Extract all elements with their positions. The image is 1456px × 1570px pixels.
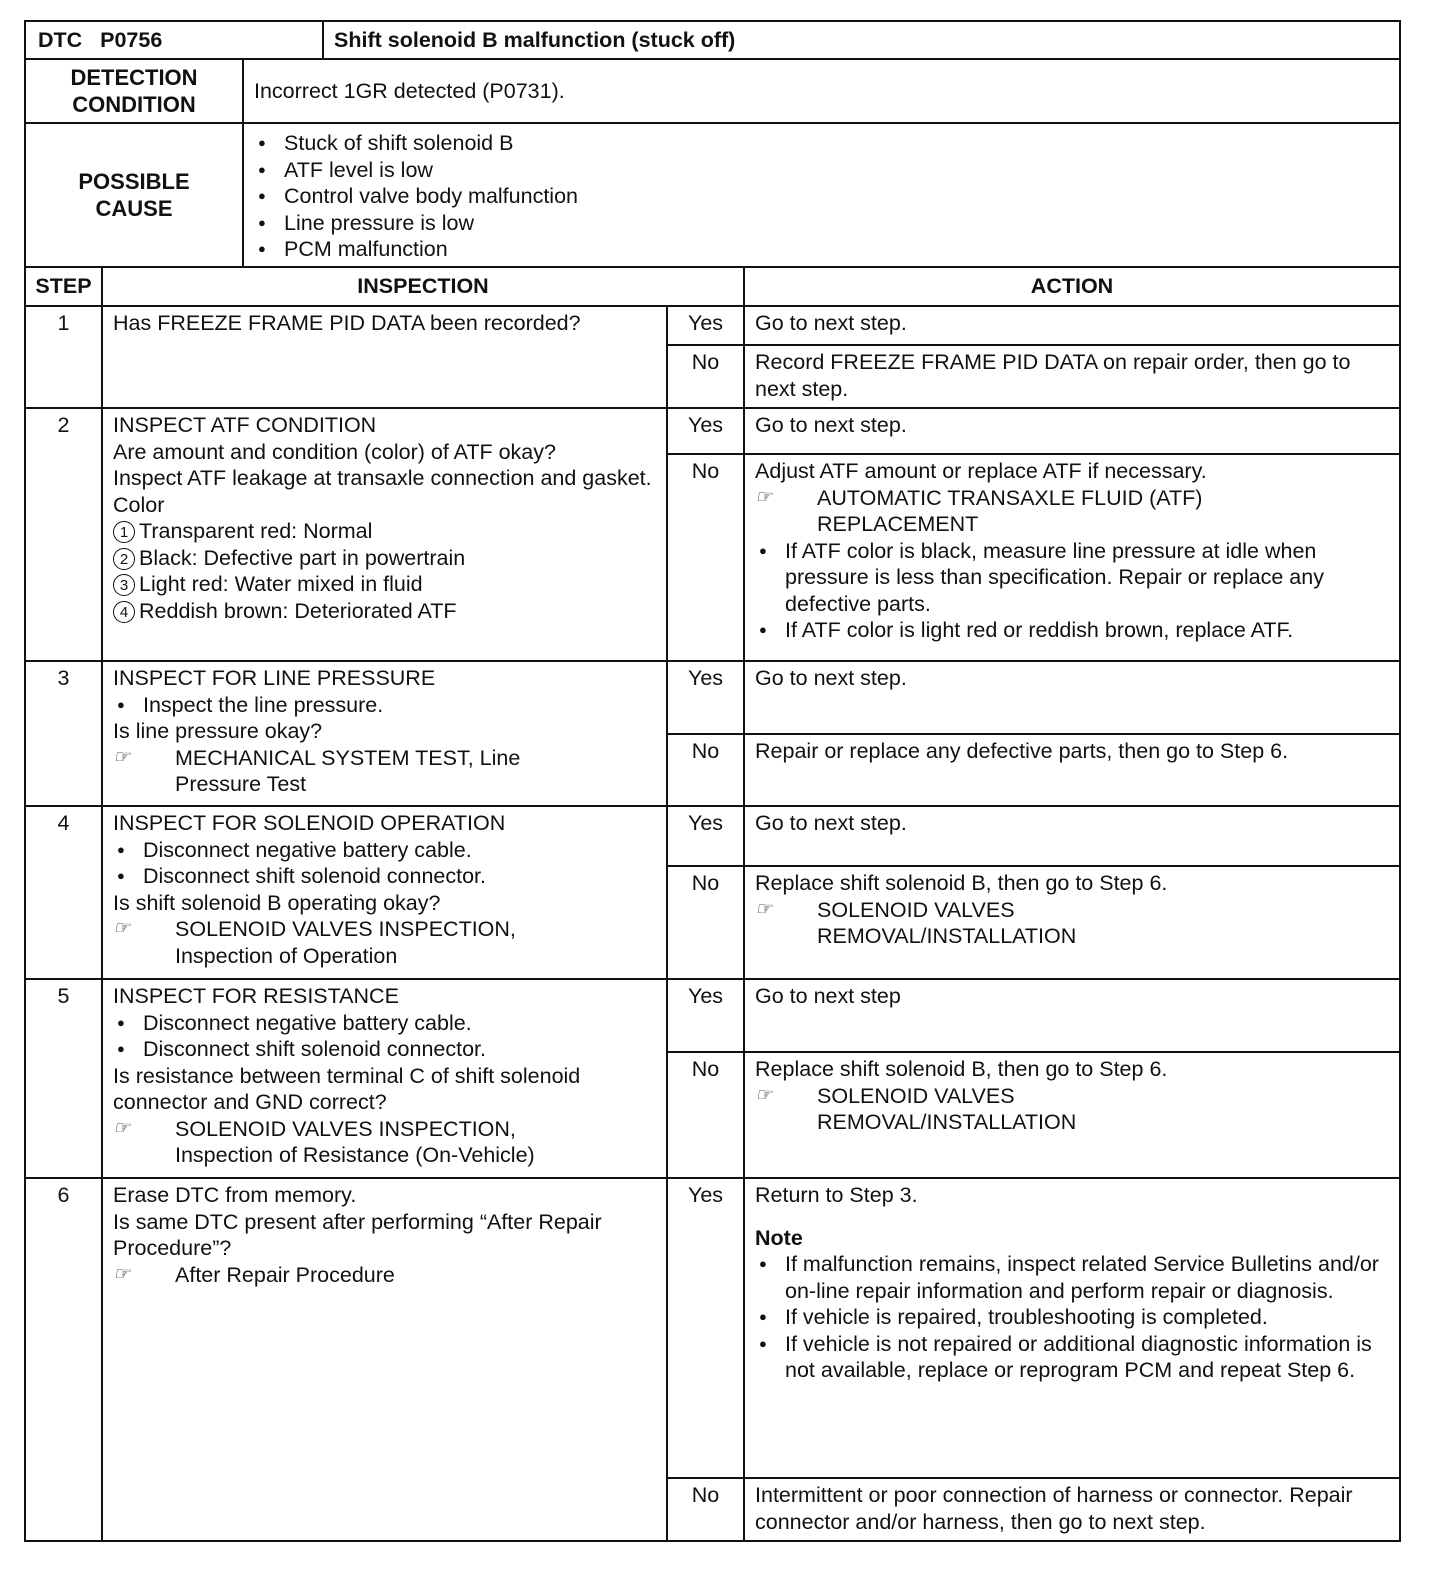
diagnostic-table xyxy=(24,20,1401,1542)
yes-action: Go to next step xyxy=(744,979,1400,1052)
possible-cause-list-cell xyxy=(243,123,1400,267)
step-inspection: Has FREEZE FRAME PID DATA been recorded? xyxy=(102,306,667,408)
note-bullets xyxy=(755,1251,1389,1384)
no-label: No xyxy=(667,1478,744,1541)
no-action: Intermittent or poor connection of harness or connector. Repair connector and/or harness, then go to next step. xyxy=(744,1478,1400,1541)
dtc-code: P0756 xyxy=(100,27,163,52)
step-2-yes-row xyxy=(25,408,1400,454)
inspection-column-header: INSPECTION xyxy=(102,267,744,306)
detection-text: Incorrect 1GR detected (P0731). xyxy=(243,59,1400,123)
step-column-header: STEP xyxy=(25,267,102,306)
color-item: 4 Reddish brown: Deteriorated ATF xyxy=(113,598,656,625)
note-heading: Note xyxy=(755,1225,803,1250)
possible-cause-list xyxy=(254,130,1389,263)
yes-label: Yes xyxy=(667,1178,744,1478)
action-bullets xyxy=(755,538,1389,644)
column-header-row xyxy=(25,267,1400,306)
list-item: ● If vehicle is repaired, troubleshooting is completed. xyxy=(755,1304,1389,1331)
reference-hand-icon: ☞ xyxy=(113,746,131,768)
step-inspection: INSPECT FOR LINE PRESSURE ● Inspect the line pressure. Is line pressure okay? ☞ MECHANICAL SYSTEM TEST, Line Pressure Test xyxy=(102,661,667,806)
yes-label: Yes xyxy=(667,979,744,1052)
no-action: Record FREEZE FRAME PID DATA on repair order, then go to next step. xyxy=(744,345,1400,408)
yes-label: Yes xyxy=(667,408,744,454)
detection-label: DETECTION CONDITION xyxy=(25,59,243,123)
no-label: No xyxy=(667,345,744,408)
step-number: 2 xyxy=(25,408,102,661)
possible-cause-label: POSSIBLE CAUSE xyxy=(25,123,243,267)
step-inspection: INSPECT FOR RESISTANCE ● Disconnect negative battery cable. ● Disconnect shift solenoid connector. Is resistance between terminal C of shift solenoid connector and GND correct? ☞ SOLENOID VALVES INSPECTION, Inspection of Resistance (On-Vehicle) xyxy=(102,979,667,1178)
yes-label: Yes xyxy=(667,806,744,866)
action-column-header: ACTION xyxy=(744,267,1400,306)
list-item: ● Stuck of shift solenoid B xyxy=(254,130,1389,157)
color-item: 3 Light red: Water mixed in fluid xyxy=(113,571,656,598)
list-item: ● Disconnect shift solenoid connector. xyxy=(113,863,656,890)
reference-link: ☞ SOLENOID VALVES REMOVAL/INSTALLATION xyxy=(755,897,1077,948)
yes-label: Yes xyxy=(667,306,744,345)
no-label: No xyxy=(667,734,744,806)
list-item: ● Line pressure is low xyxy=(254,210,1389,237)
list-item: ● Disconnect negative battery cable. xyxy=(113,837,656,864)
reference-link: ☞ MECHANICAL SYSTEM TEST, Line Pressure Test xyxy=(113,745,521,796)
reference-hand-icon: ☞ xyxy=(113,1117,131,1139)
step-5-yes-row xyxy=(25,979,1400,1052)
list-item: ● If malfunction remains, inspect related Service Bulletins and/or on-line repair information and perform repair or diagnosis. xyxy=(755,1251,1389,1304)
list-item: ● Disconnect shift solenoid connector. xyxy=(113,1036,656,1063)
list-item: ● Disconnect negative battery cable. xyxy=(113,1010,656,1037)
yes-action: Go to next step. xyxy=(744,306,1400,345)
no-label: No xyxy=(667,866,744,979)
reference-link: ☞ After Repair Procedure xyxy=(113,1262,395,1287)
step-inspection: INSPECT ATF CONDITION Are amount and condition (color) of ATF okay? Inspect ATF leakage at transaxle connection and gasket. Color 1 Transparent red: Normal 2 Black: Defective part in powertrain 3 Light red: Water mixed in fluid 4 Reddish brown: Deteriorated ATF xyxy=(102,408,667,661)
dtc-title: Shift solenoid B malfunction (stuck off) xyxy=(323,21,1400,59)
no-label: No xyxy=(667,1052,744,1178)
list-item: ● Control valve body malfunction xyxy=(254,183,1389,210)
color-item: 1 Transparent red: Normal xyxy=(113,518,656,545)
yes-action: Go to next step. xyxy=(744,806,1400,866)
dtc-document xyxy=(24,20,1399,1542)
yes-action: Go to next step. xyxy=(744,661,1400,734)
reference-hand-icon: ☞ xyxy=(755,486,773,508)
list-item: ● PCM malfunction xyxy=(254,236,1389,263)
dtc-label: DTC xyxy=(38,27,83,52)
list-item: ● ATF level is low xyxy=(254,157,1389,184)
step-number: 6 xyxy=(25,1178,102,1541)
color-item: 2 Black: Defective part in powertrain xyxy=(113,545,656,572)
no-action: Adjust ATF amount or replace ATF if necessary. ☞ AUTOMATIC TRANSAXLE FLUID (ATF) REPLACEMENT ● If ATF color is black, measure line pressure at idle when pressure is less than specification. Repair or replace any defective parts. ● If ATF color is light red or reddish brown, replace ATF. xyxy=(744,454,1400,661)
reference-hand-icon: ☞ xyxy=(755,898,773,920)
reference-hand-icon: ☞ xyxy=(113,1263,131,1285)
reference-link: ☞ SOLENOID VALVES INSPECTION, Inspection of Resistance (On-Vehicle) xyxy=(113,1116,535,1167)
reference-link: ☞ SOLENOID VALVES REMOVAL/INSTALLATION xyxy=(755,1083,1077,1134)
step-number: 4 xyxy=(25,806,102,979)
list-item: ● If vehicle is not repaired or additional diagnostic information is not available, replace or reprogram PCM and repeat Step 6. xyxy=(755,1331,1389,1384)
step-number: 3 xyxy=(25,661,102,806)
no-label: No xyxy=(667,454,744,661)
no-action: Replace shift solenoid B, then go to Step 6. ☞ SOLENOID VALVES REMOVAL/INSTALLATION xyxy=(744,1052,1400,1178)
no-action: Replace shift solenoid B, then go to Step 6. ☞ SOLENOID VALVES REMOVAL/INSTALLATION xyxy=(744,866,1400,979)
possible-cause-row xyxy=(25,123,1400,267)
list-item: ● If ATF color is light red or reddish brown, replace ATF. xyxy=(755,617,1389,644)
yes-action: Go to next step. xyxy=(744,408,1400,454)
reference-link: ☞ SOLENOID VALVES INSPECTION, Inspection of Operation xyxy=(113,917,516,968)
detection-row xyxy=(25,59,1400,123)
yes-action: Return to Step 3. Note ● If malfunction remains, inspect related Service Bulletins and/or on-line repair information and perform repair or diagnosis. ● If vehicle is repaired, troubleshooting is completed. ● If vehicle is not repaired or additional diagnostic information is not available, replace or reprogram PCM and repeat Step 6. xyxy=(744,1178,1400,1478)
header-row xyxy=(25,21,1400,59)
list-item: ● If ATF color is black, measure line pressure at idle when pressure is less than specification. Repair or replace any defective parts. xyxy=(755,538,1389,618)
step-1-yes-row xyxy=(25,306,1400,345)
reference-hand-icon: ☞ xyxy=(113,918,131,939)
step-6-yes-row xyxy=(25,1178,1400,1478)
step-number: 1 xyxy=(25,306,102,408)
list-item: ● Inspect the line pressure. xyxy=(113,692,656,719)
step-inspection: Erase DTC from memory. Is same DTC present after performing “After Repair Procedure”? ☞ After Repair Procedure xyxy=(102,1178,667,1541)
reference-link: ☞ AUTOMATIC TRANSAXLE FLUID (ATF) REPLACEMENT xyxy=(755,485,1203,536)
step-inspection: INSPECT FOR SOLENOID OPERATION ● Disconnect negative battery cable. ● Disconnect shift solenoid connector. Is shift solenoid B operating okay? ☞ SOLENOID VALVES INSPECTION, Inspection of Operation xyxy=(102,806,667,979)
step-3-yes-row xyxy=(25,661,1400,734)
reference-hand-icon: ☞ xyxy=(755,1084,773,1106)
step-4-yes-row xyxy=(25,806,1400,866)
no-action: Repair or replace any defective parts, then go to Step 6. xyxy=(744,734,1400,806)
dtc-code-cell xyxy=(25,21,323,59)
yes-label: Yes xyxy=(667,661,744,734)
step-number: 5 xyxy=(25,979,102,1178)
